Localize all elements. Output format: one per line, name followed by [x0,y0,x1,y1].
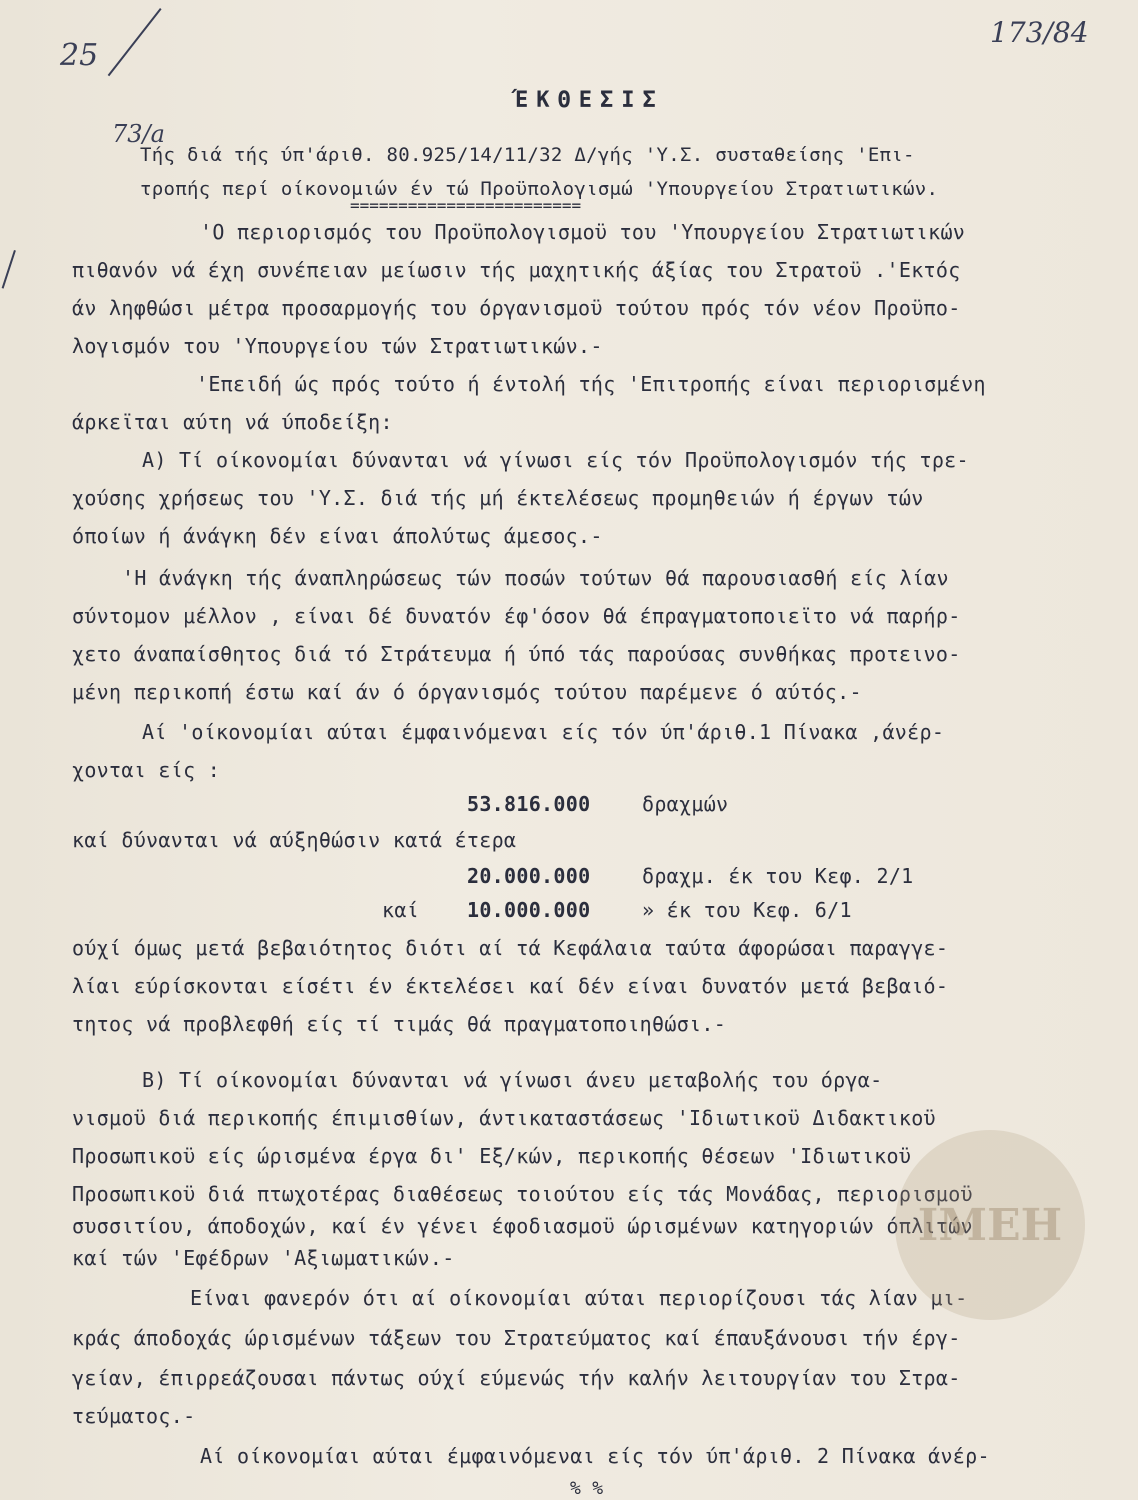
body-line: Είναι φανερόν ότι αί οίκονομίαι αύται περιορίζουσι τάς λίαν μι- [190,1286,968,1310]
amount-prefix: καί [382,898,420,922]
margin-slash-top [108,8,162,76]
body-line: χονται είς : [72,758,221,782]
body-line: 'Η άνάγκη τής άναπληρώσεως τών ποσών τούτων θά παρουσιασθή είς λίαν [122,566,949,590]
body-line: γείαν, έπιρρεάζουσαι πάντως ούχί εύμενώς τήν καλήν λειτουργίαν του Στρα- [72,1366,961,1390]
body-line: πιθανόν νά έχη συνέπειαν μείωσιν τής μαχητικής άξίας του Στρατοϋ .'Εκτός [72,258,961,282]
archive-stamp [895,1130,1085,1320]
body-line: τητος νά προβλεφθή είς τί τιμάς θά πραγματοποιηθώσι.- [72,1012,727,1036]
body-line: 'Ο περιορισμός του Προϋπολογισμοϋ του 'Υπουργείου Στρατιωτικών [200,220,966,244]
body-line: συσσιτίου, άποδοχών, καί έν γένει έφοδιασμοϋ ώρισμένων κατηγοριών όπλιτών [72,1214,973,1238]
handwritten-archive-number: 173/84 [990,16,1089,49]
body-line: 'Επειδή ώς πρός τούτο ή έντολή τής 'Επιτροπής είναι περιορισμένη [196,372,986,396]
amount-suffix: δραχμ. έκ του Κεφ. 2/1 [642,864,914,888]
section-b-heading: Β) Τί οίκονομίαι δύνανται νά γίνωσι άνευ μεταβολής του όργα- [142,1068,883,1092]
body-line: Αί οίκονομίαι αύται έμφαινόμεναι είς τόν ύπ'άριθ. 2 Πίνακα άνέρ- [200,1444,990,1468]
body-line: καί τών 'Εφέδρων 'Αξιωματικών.- [72,1246,455,1270]
page-footer-marks: % % [570,1478,604,1499]
handwritten-page-number: 25 [60,38,99,73]
body-line: μένη περικοπή έστω καί άν ό όργανισμός τούτου παρέμενε ό αύτός.- [72,680,862,704]
body-line: νισμοϋ διά περικοπής έπιμισθίων, άντικαταστάσεως 'Ιδιωτικοϋ Διδακτικοϋ [72,1106,936,1130]
body-line: χούσης χρήσεως του 'Υ.Σ. διά τής μή έκτελέσεως προμηθειών ή έργων τών [72,486,924,510]
amount-suffix: » έκ του Κεφ. 6/1 [642,898,852,922]
body-line: σύντομον μέλλον , είναι δέ δυνατόν έφ'όσον θά έπραγματοποιεϊτο νά παρήρ- [72,604,961,628]
body-line: λογισμόν του 'Υπουργείου τών Στρατιωτικών.- [72,334,603,358]
body-line: κράς άποδοχάς ώρισμένων τάξεων του Στρατεύματος καί έπαυξάνουσι τήν έργ- [72,1326,961,1350]
archive-stamp-text: ΙΜΕΗ [917,1200,1063,1251]
body-line: ούχί όμως μετά βεβαιότητος διότι αί τά Κεφάλαια ταύτα άφορώσαι παραγγε- [72,936,949,960]
body-line: Αί 'οίκονομίαι αύται έμφαινόμεναι είς τόν ύπ'άριθ.1 Πίνακα ,άνέρ- [142,720,945,744]
body-line: άρκεϊται αύτη νά ύποδείξη: [72,410,393,434]
amount-value: 53.816.000 [467,792,591,816]
subtitle-line: τροπής περί οίκονομιών έν τώ Προϋπολογισμώ 'Υπουργείου Στρατιωτικών. [140,178,939,200]
body-line: άν ληφθώσι μέτρα προσαρμογής του όργανισμοϋ τούτου πρός τόν νέον Προϋπο- [72,296,961,320]
title-underline: ======================== [350,196,582,215]
subtitle-line: Τής διά τής ύπ'άριθ. 80.925/14/11/32 Δ/γής 'Υ.Σ. συσταθείσης 'Επι- [140,144,915,166]
body-line: λίαι εύρίσκονται είσέτι έν έκτελέσει καί δέν είναι δυνατόν μετά βεβαιό- [72,974,949,998]
document-title: ΈΚΘΕΣΙΣ [515,88,664,113]
amount-value: 10.000.000 [467,898,591,922]
amount-value: 20.000.000 [467,864,591,888]
body-line: όποίων ή άνάγκη δέν είναι άπολύτως άμεσος.- [72,524,603,548]
amount-suffix: δραχμών [642,792,729,816]
body-line: καί δύνανται νά αύξηθώσιν κατά έτερα [72,828,517,852]
body-line: Προσωπικοϋ είς ώρισμένα έργα δι' Εξ/κών, περικοπής θέσεων 'Ιδιωτικοϋ [72,1144,912,1168]
body-line: χετο άναπαίσθητος διά τό Στράτευμα ή ύπό τάς παρούσας συνθήκας προτεινο- [72,642,961,666]
margin-slash-left [2,250,16,289]
handwritten-title-mark: 73/a [112,120,165,148]
section-a-heading: Α) Τί οίκονομίαι δύνανται νά γίνωσι είς τόν Προϋπολογισμόν τής τρε- [142,448,969,472]
body-line: τεύματος.- [72,1404,196,1428]
body-line: Προσωπικοϋ διά πτωχοτέρας διαθέσεως τοιούτου είς τάς Μονάδας, περιορισμοϋ [72,1182,973,1206]
